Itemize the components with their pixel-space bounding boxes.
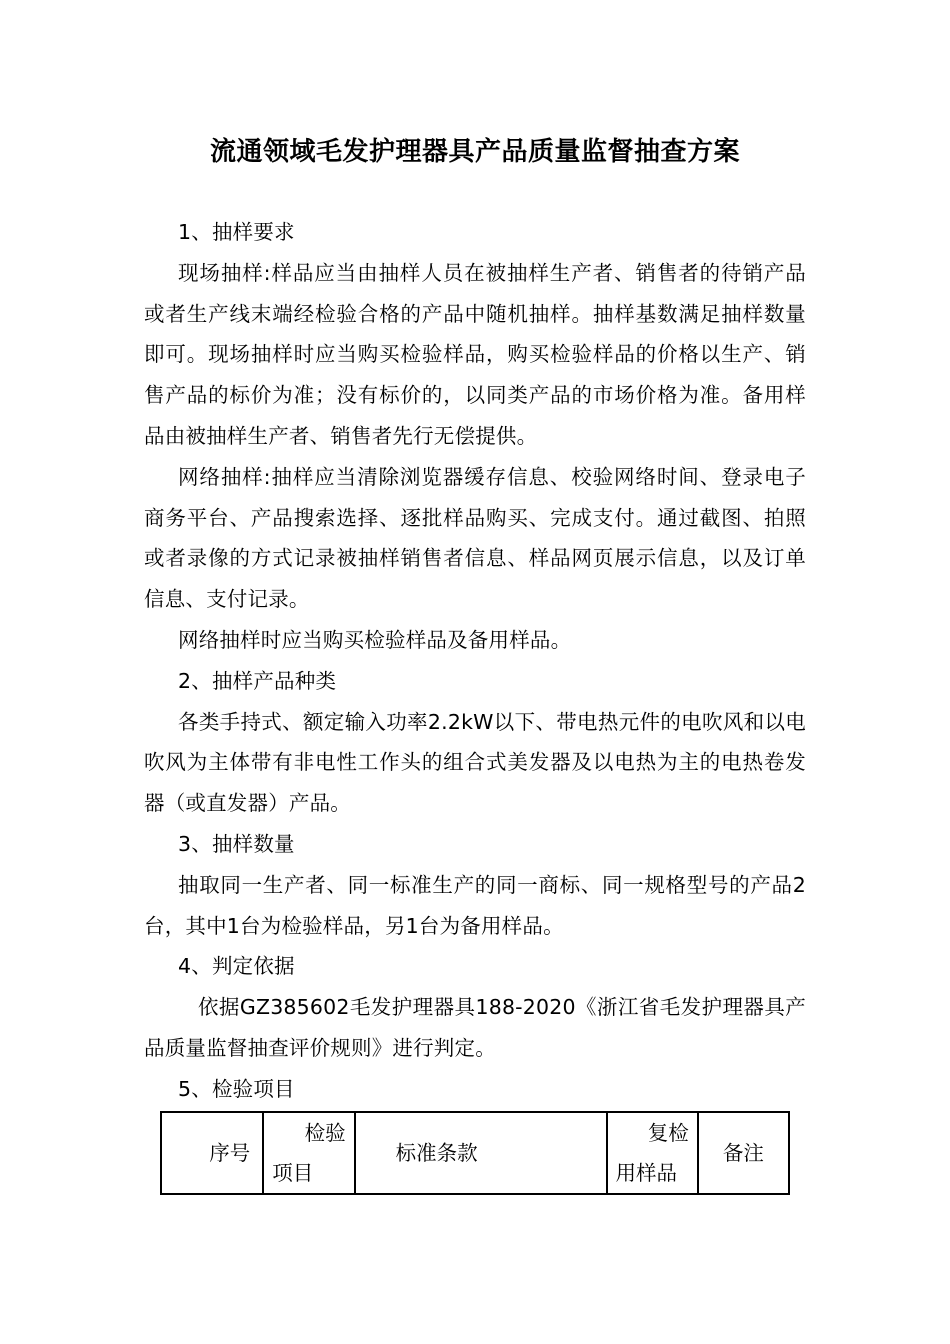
- header-inspection-item-line1: 检验: [304, 1121, 346, 1145]
- table-header-row: [161, 1112, 789, 1194]
- paragraph-online-purchase: 网络抽样时应当购买检验样品及备用样品。: [178, 627, 572, 652]
- paragraph-onsite-sampling: 现场抽样:样品应当由抽样人员在被抽样生产者、销售者的待销产品或者生产线末端经检验合格的产品中随机抽样。抽样基数满足抽样数量即可。现场抽样时应当购买检验样品，购买检验样品的价格以生产、销售产品的标价为准；没有标价的，以同类产品的市场价格为准。备用样品由被抽样生产者、销售者先行无偿提供。: [144, 260, 806, 448]
- section-heading-sample-quantity: 3、抽样数量: [178, 831, 295, 856]
- header-remarks: 备注: [698, 1112, 789, 1194]
- document-title: 流通领域毛发护理器具产品质量监督抽查方案: [209, 137, 740, 167]
- header-seq: 序号: [161, 1112, 263, 1194]
- document-body: [144, 212, 806, 1110]
- paragraph-online-sampling: 网络抽样:抽样应当清除浏览器缓存信息、校验网络时间、登录电子商务平台、产品搜索选择、逐批样品购买、完成支付。通过截图、拍照或者录像的方式记录被抽样销售者信息、样品网页展示信息，以及订单信息、支付记录。: [144, 464, 806, 612]
- section-heading-inspection-items: 5、检验项目: [178, 1076, 295, 1101]
- inspection-items-table: [160, 1111, 790, 1195]
- paragraph-sample-quantity: 抽取同一生产者、同一标准生产的同一商标、同一规格型号的产品2台，其中1台为检验样品，另1台为备用样品。: [144, 872, 806, 938]
- header-inspection-item: [263, 1112, 354, 1194]
- section-heading-product-types: 2、抽样产品种类: [178, 668, 337, 693]
- header-standard-clause: 标准条款: [355, 1112, 607, 1194]
- header-inspection-item-line2: 项目: [272, 1161, 314, 1185]
- header-recheck-sample: [607, 1112, 698, 1194]
- section-heading-sampling-requirements: 1、抽样要求: [178, 220, 295, 244]
- paragraph-judgment-basis: 依据GZ385602毛发护理器具188-2020《浙江省毛发护理器具产品质量监督抽查评价规则》进行判定。: [144, 995, 806, 1060]
- header-recheck-sample-line2: 用样品: [615, 1161, 677, 1185]
- header-recheck-sample-line1: 复检: [647, 1121, 689, 1145]
- section-heading-judgment-basis: 4、判定依据: [178, 954, 295, 979]
- paragraph-product-types: 各类手持式、额定输入功率2.2kW以下、带电热元件的电吹风和以电吹风为主体带有非电性工作头的组合式美发器及以电热为主的电热卷发器（或直发器）产品。: [144, 709, 806, 816]
